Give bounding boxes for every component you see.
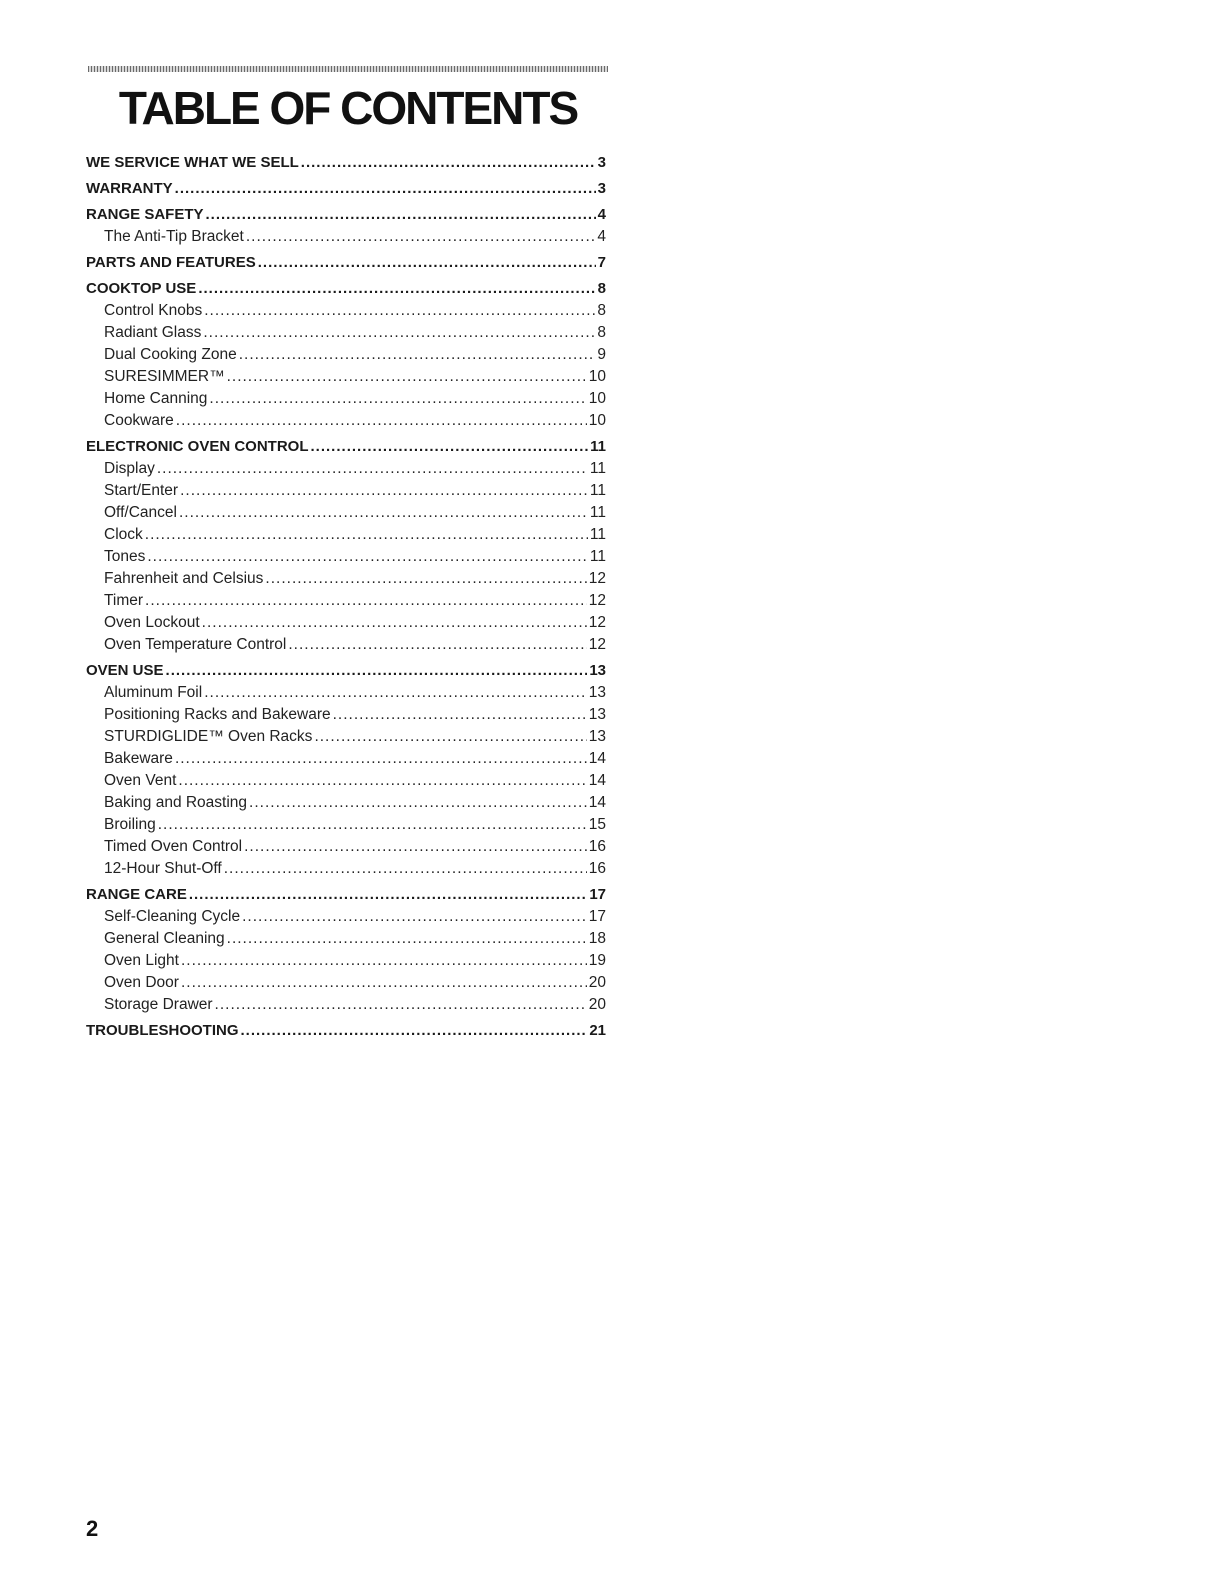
toc-subentry[interactable] <box>86 726 606 748</box>
toc-entry-page: 14 <box>588 750 606 767</box>
toc-entry-label: TROUBLESHOOTING <box>86 1022 239 1039</box>
toc-subentry[interactable] <box>86 458 606 480</box>
dot-leader <box>166 660 588 682</box>
toc-section-entry[interactable] <box>86 252 606 274</box>
dot-leader <box>145 590 587 612</box>
toc-entry-label: Positioning Racks and Bakeware <box>104 706 331 723</box>
toc-entry-page: 11 <box>589 548 606 565</box>
toc-entry-label: Tones <box>104 548 146 565</box>
dot-leader <box>145 524 588 546</box>
toc-entry-label: PARTS AND FEATURES <box>86 254 256 271</box>
toc-entry-label: Oven Vent <box>104 772 177 789</box>
toc-subentry[interactable] <box>86 226 606 248</box>
toc-entry-page: 12 <box>588 636 606 653</box>
toc-entry-page: 19 <box>588 952 606 969</box>
toc-entry-label: Oven Light <box>104 952 179 969</box>
table-of-contents <box>86 152 606 1042</box>
dot-leader <box>301 152 596 174</box>
toc-entry-page: 9 <box>597 346 606 363</box>
toc-entry-page: 18 <box>588 930 606 947</box>
toc-entry-label: Oven Lockout <box>104 614 200 631</box>
toc-entry-label: Dual Cooking Zone <box>104 346 237 363</box>
dot-leader <box>204 682 587 704</box>
dot-leader <box>239 344 596 366</box>
toc-entry-page: 7 <box>597 254 606 271</box>
toc-entry-label: Cookware <box>104 412 174 429</box>
toc-subentry[interactable] <box>86 836 606 858</box>
dot-leader <box>180 480 588 502</box>
dot-leader <box>227 928 587 950</box>
toc-entry-page: 17 <box>588 908 606 925</box>
toc-section-entry[interactable] <box>86 278 606 300</box>
dot-leader <box>189 884 587 906</box>
toc-subentry[interactable] <box>86 950 606 972</box>
toc-section-entry[interactable] <box>86 152 606 174</box>
toc-entry-label: Broiling <box>104 816 156 833</box>
toc-entry-label: Fahrenheit and Celsius <box>104 570 264 587</box>
toc-section-entry[interactable] <box>86 660 606 682</box>
page-number: 2 <box>86 1516 99 1541</box>
toc-entry-page: 12 <box>588 614 606 631</box>
toc-subentry[interactable] <box>86 704 606 726</box>
toc-entry-page: 17 <box>589 886 606 903</box>
toc-entry-label: The Anti-Tip Bracket <box>104 228 244 245</box>
toc-entry-page: 11 <box>589 526 606 543</box>
toc-subentry[interactable] <box>86 634 606 656</box>
toc-entry-label: Timed Oven Control <box>104 838 243 855</box>
toc-entry-label: General Cleaning <box>104 930 225 947</box>
toc-subentry[interactable] <box>86 344 606 366</box>
toc-section-entry[interactable] <box>86 178 606 200</box>
toc-entry-page: 3 <box>597 154 606 171</box>
dot-leader <box>178 770 586 792</box>
toc-entry-page: 11 <box>589 460 606 477</box>
toc-subentry[interactable] <box>86 928 606 950</box>
toc-entry-page: 13 <box>588 706 606 723</box>
toc-entry-page: 8 <box>597 280 606 297</box>
dot-leader <box>314 726 586 748</box>
toc-entry-page: 14 <box>588 772 606 789</box>
toc-section-entry[interactable] <box>86 204 606 226</box>
toc-entry-label: ELECTRONIC OVEN CONTROL <box>86 438 309 455</box>
toc-entry-label: SURESIMMER™ <box>104 368 225 385</box>
toc-entry-page: 10 <box>588 368 606 385</box>
dot-leader <box>246 226 596 248</box>
dot-leader <box>241 1020 588 1042</box>
toc-entry-label: RANGE CARE <box>86 886 187 903</box>
dot-leader <box>175 748 587 770</box>
page-title: TABLE OF CONTENTS <box>118 82 578 134</box>
toc-section-entry[interactable] <box>86 436 606 458</box>
dot-leader <box>333 704 587 726</box>
toc-entry-page: 10 <box>588 412 606 429</box>
toc-section-entry[interactable] <box>86 1020 606 1042</box>
toc-section-entry[interactable] <box>86 884 606 906</box>
toc-entry-label: Self-Cleaning Cycle <box>104 908 241 925</box>
toc-entry-page: 13 <box>588 684 606 701</box>
toc-subentry[interactable] <box>86 366 606 388</box>
toc-subentry[interactable] <box>86 682 606 704</box>
toc-subentry[interactable] <box>86 524 606 546</box>
dot-leader <box>206 204 596 226</box>
toc-entry-label: WARRANTY <box>86 180 173 197</box>
toc-subentry[interactable] <box>86 546 606 568</box>
toc-entry-label: Storage Drawer <box>104 996 213 1013</box>
toc-subentry[interactable] <box>86 814 606 836</box>
dot-leader <box>198 278 595 300</box>
dot-leader <box>265 568 586 590</box>
toc-subentry[interactable] <box>86 322 606 344</box>
toc-entry-page: 8 <box>597 324 606 341</box>
toc-subentry[interactable] <box>86 770 606 792</box>
toc-entry-label: Clock <box>104 526 143 543</box>
toc-subentry[interactable] <box>86 906 606 928</box>
toc-entry-label: OVEN USE <box>86 662 164 679</box>
dot-leader <box>311 436 589 458</box>
toc-entry-label: Timer <box>104 592 144 609</box>
dot-leader <box>158 814 587 836</box>
toc-entry-page: 4 <box>597 206 606 223</box>
toc-entry-label: Off/Cancel <box>104 504 177 521</box>
toc-subentry[interactable] <box>86 410 606 432</box>
toc-entry-page: 11 <box>589 504 606 521</box>
dot-leader <box>209 388 586 410</box>
toc-entry-page: 20 <box>588 974 606 991</box>
toc-subentry[interactable] <box>86 858 606 880</box>
dot-leader <box>244 836 587 858</box>
toc-entry-label: Control Knobs <box>104 302 203 319</box>
toc-entry-label: 12-Hour Shut-Off <box>104 860 222 877</box>
toc-subentry[interactable] <box>86 568 606 590</box>
toc-entry-label: STURDIGLIDE™ Oven Racks <box>104 728 313 745</box>
dot-leader <box>157 458 588 480</box>
toc-entry-page: 13 <box>589 662 606 679</box>
dot-leader <box>249 792 587 814</box>
dot-leader <box>181 950 587 972</box>
toc-entry-label: Home Canning <box>104 390 208 407</box>
toc-entry-label: Radiant Glass <box>104 324 202 341</box>
dot-leader <box>203 322 595 344</box>
toc-entry-label: Bakeware <box>104 750 173 767</box>
dot-leader <box>202 612 587 634</box>
dot-leader <box>179 502 588 524</box>
toc-entry-label: Baking and Roasting <box>104 794 248 811</box>
dot-leader <box>175 178 596 200</box>
toc-entry-page: 12 <box>588 570 606 587</box>
toc-entry-page: 13 <box>588 728 606 745</box>
toc-subentry[interactable] <box>86 972 606 994</box>
dot-leader <box>215 994 587 1016</box>
dot-leader <box>147 546 588 568</box>
toc-entry-label: Display <box>104 460 155 477</box>
dot-leader <box>288 634 586 656</box>
toc-subentry[interactable] <box>86 994 606 1016</box>
toc-entry-page: 21 <box>589 1022 606 1039</box>
toc-subentry[interactable] <box>86 792 606 814</box>
toc-entry-page: 15 <box>588 816 606 833</box>
toc-entry-page: 3 <box>597 180 606 197</box>
dot-leader <box>242 906 587 928</box>
toc-entry-label: Oven Temperature Control <box>104 636 287 653</box>
dot-leader <box>181 972 587 994</box>
toc-subentry[interactable] <box>86 612 606 634</box>
toc-entry-label: WE SERVICE WHAT WE SELL <box>86 154 299 171</box>
toc-subentry[interactable] <box>86 748 606 770</box>
top-rule <box>88 66 608 72</box>
toc-entry-label: Start/Enter <box>104 482 179 499</box>
toc-entry-page: 8 <box>597 302 606 319</box>
dot-leader <box>176 410 587 432</box>
toc-entry-page: 14 <box>588 794 606 811</box>
toc-subentry[interactable] <box>86 300 606 322</box>
toc-entry-page: 16 <box>588 860 606 877</box>
toc-entry-label: Oven Door <box>104 974 179 991</box>
toc-subentry[interactable] <box>86 502 606 524</box>
toc-entry-label: COOKTOP USE <box>86 280 197 297</box>
toc-entry-page: 16 <box>588 838 606 855</box>
toc-entry-label: Aluminum Foil <box>104 684 203 701</box>
dot-leader <box>227 366 587 388</box>
toc-entry-page: 12 <box>588 592 606 609</box>
dot-leader <box>258 252 596 274</box>
toc-subentry[interactable] <box>86 590 606 612</box>
dot-leader <box>204 300 595 322</box>
toc-entry-page: 20 <box>588 996 606 1013</box>
toc-subentry[interactable] <box>86 480 606 502</box>
toc-entry-page: 11 <box>589 482 606 499</box>
toc-subentry[interactable] <box>86 388 606 410</box>
toc-entry-page: 11 <box>590 438 606 455</box>
toc-entry-page: 10 <box>588 390 606 407</box>
dot-leader <box>224 858 587 880</box>
toc-entry-page: 4 <box>597 228 606 245</box>
toc-entry-label: RANGE SAFETY <box>86 206 204 223</box>
